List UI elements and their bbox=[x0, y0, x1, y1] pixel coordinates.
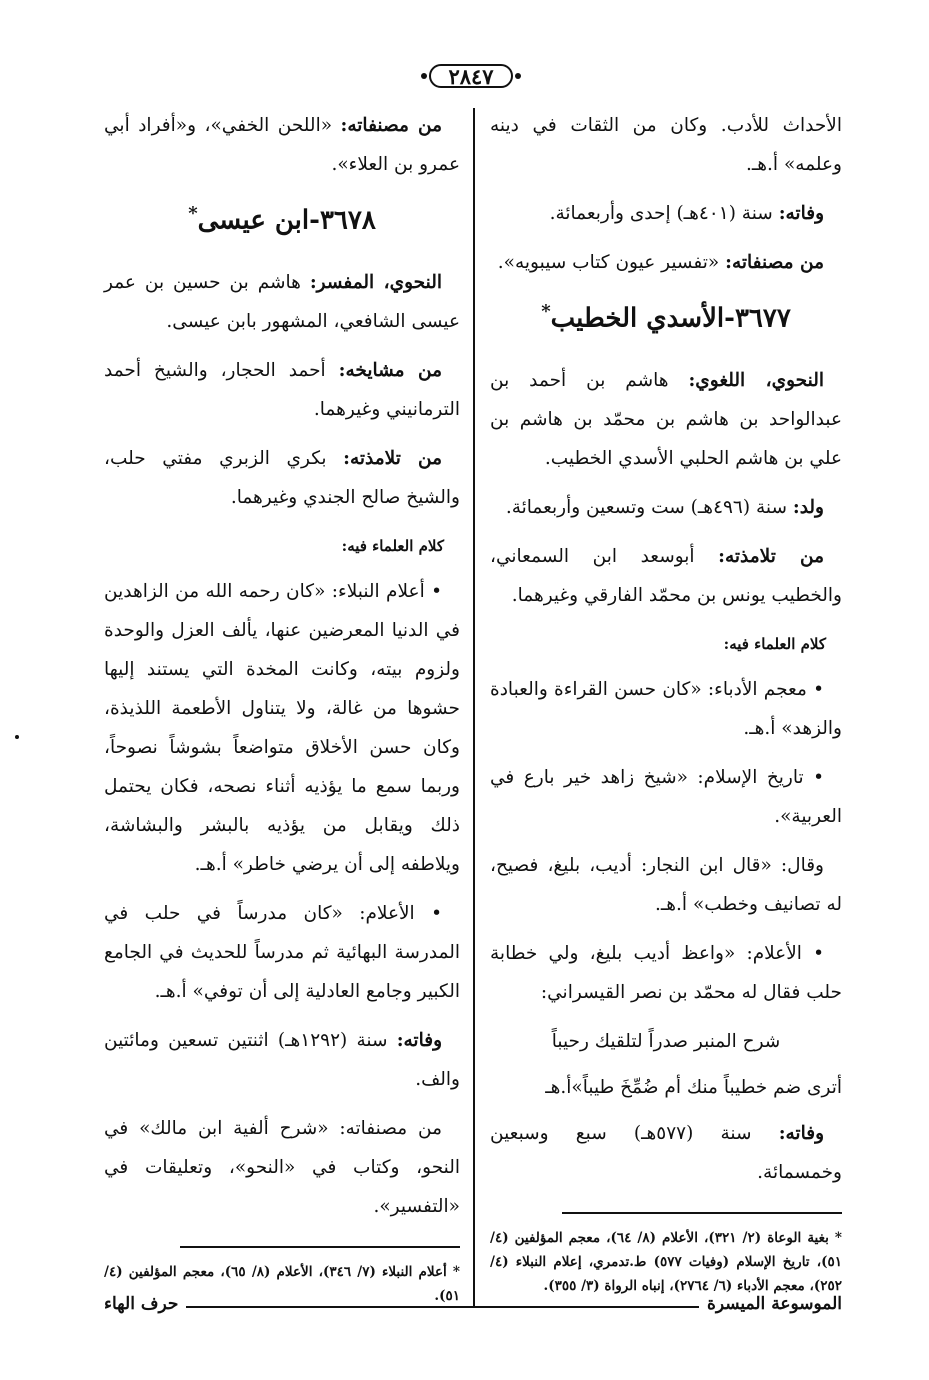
teachers-label: من مشايخه: bbox=[338, 359, 442, 381]
scholars-heading: كلام العلماء فيه: bbox=[341, 536, 444, 555]
born-text: سنة (٤٩٦هـ) ست وتسعين وأربعمائة. bbox=[505, 496, 787, 518]
identity-text: هاشم بن أحمد بن عبدالواحد بن هاشم بن محمّد بن هاشم بن علي بن هاشم الحلبي الأسدي الخطيب. bbox=[490, 369, 842, 469]
footnote: * أعلام النبلاء (٧/ ٣٤٦)، الأعلام (٨/ ٦٥)، معجم المؤلفين (٤/ ٥١). bbox=[104, 1263, 460, 1304]
teachers-paragraph bbox=[104, 351, 460, 429]
quote-paragraph: • معجم الأدباء: «كان حسن القراءة والعبادة والزهد» أ.هـ. bbox=[490, 678, 842, 739]
identity-paragraph bbox=[490, 361, 842, 478]
identity-label: النحوي، اللغوي: bbox=[688, 369, 824, 391]
death-label: وفاته: bbox=[778, 203, 824, 224]
works-paragraph bbox=[490, 243, 842, 282]
footer-book-title: الموسوعة الميسرة bbox=[706, 1294, 842, 1314]
footnote-divider bbox=[180, 1246, 460, 1248]
quote-paragraph: • أعلام النبلاء: «كان رحمه الله من الزاهدين في الدنيا المعرضين عنها، يألف العزل والوحدة ولزوم بيته، وكانت المخدة التي يستند إليها حشوها من غالة، ولا يتناول الأطعمة اللذيذة، وكان حسن الأخلاق متواضعاً بشوشاً نصوحاً، وربما سمع ما يؤذيه أثناء نصحه، فكان يحتمل ذلك ويقابل من يؤذيه بالبشر والبشاشة، ويلاطفه إلى أن يرضي خاطر» أ.هـ. bbox=[104, 580, 460, 875]
footer-rule bbox=[186, 1306, 699, 1308]
students-text: أبوسعد ابن السمعاني، والخطيب يونس بن محمّد الفارقي وغيرهما. bbox=[490, 545, 842, 606]
entry-title-star: * bbox=[188, 203, 198, 224]
students-label: من تلامذته: bbox=[718, 545, 824, 567]
page-number-text: ٢٨٤٧ bbox=[448, 63, 494, 89]
column-divider bbox=[473, 108, 475, 1308]
born-paragraph bbox=[490, 488, 842, 527]
left-column bbox=[104, 106, 460, 1318]
scholars-heading: كلام العلماء فيه: bbox=[723, 634, 826, 653]
margin-mark bbox=[15, 735, 19, 739]
identity-text: هاشم بن حسين بن عمر عيسى الشافعي، المشهور بابن عيسى. bbox=[104, 271, 460, 332]
entry-title-text: ٣٦٧٧-الأسدي الخطيب bbox=[550, 303, 791, 334]
works-text: «تفسير عيون كتاب سيبويه». bbox=[497, 252, 720, 273]
identity-label: النحوي، المفسر: bbox=[309, 271, 442, 293]
ornament-dot-left bbox=[421, 73, 427, 79]
page-number bbox=[419, 60, 523, 92]
quote-paragraph: • الأعلام: «كان مدرساً في حلب في المدرسة البهائية ثم مدرساً للحديث في الجامع الكبير وجامع العادلية إلى أن توفي» أ.هـ. bbox=[104, 902, 460, 1002]
death-label: وفاته: bbox=[778, 1122, 824, 1144]
death-text: سنة (٥٧٧هـ) سبع وسبعين وخمسمائة. bbox=[490, 1122, 842, 1183]
quote-paragraph: • الأعلام: «واعظ أديب بليغ، ولي خطابة حلب فقال له محمّد بن نصر القيسراني: bbox=[490, 942, 842, 1003]
death-text: سنة (٤٠١هـ) إحدى وأربعمائة. bbox=[549, 203, 773, 224]
page-footer bbox=[104, 1284, 842, 1314]
students-paragraph bbox=[490, 537, 842, 615]
footnote-divider bbox=[562, 1212, 842, 1214]
ornament-dot-right bbox=[515, 73, 521, 79]
death-label: وفاته: bbox=[396, 1029, 442, 1051]
death-text: سنة (١٢٩٢هـ) اثنتين تسعين ومائتين والف. bbox=[104, 1029, 460, 1090]
students-text: بكري الزبري مفتي حلب، والشيخ صالح الجندي وغيرهما. bbox=[104, 447, 460, 508]
students-label: من تلامذته: bbox=[343, 447, 442, 469]
quote-paragraph: • تاريخ الإسلام: «شيخ زاهد خير بارع في العربية». bbox=[490, 766, 842, 827]
works-label: من مصنفاته: bbox=[340, 115, 442, 136]
death-paragraph bbox=[104, 1021, 460, 1099]
footnote: * بغية الوعاة (٢/ ٣٢١)، الأعلام (٨/ ٦٤)، معجم المؤلفين (٤/ ٥١)، تاريخ الإسلام (وفيات ٥٧٧) ط.تدمري، إعلام النبلاء (٤/ ٢٥٢)، معجم الأدباء (٦/ ٢٧٦٤)، إنباه الرواة (٣/ ٣٥٥). bbox=[490, 1229, 843, 1294]
works-paragraph bbox=[104, 106, 460, 184]
identity-paragraph bbox=[104, 263, 460, 341]
quote-paragraph: وقال: «قال ابن النجار: أديب، بليغ، فصيح، له تصانيف وخطب» أ.هـ. bbox=[490, 854, 842, 915]
works-text: «اللحن الخفي»، و«أفراد أبي عمرو بن العلاء». bbox=[104, 115, 460, 175]
continuation-paragraph: الأحداث للأدب. وكان من الثقات في دينه وعلمه» أ.هـ. bbox=[490, 115, 842, 175]
entry-title-star: * bbox=[541, 301, 551, 322]
works-label: من مصنفاته: bbox=[725, 252, 824, 273]
entry-title-3677 bbox=[490, 292, 842, 339]
works-paragraph: من مصنفاته: «شرح ألفية ابن مالك» في النحو، وكتاب في «النحو»، وتعليقات في «التفسير». bbox=[104, 1117, 460, 1217]
death-paragraph bbox=[490, 194, 842, 233]
poem-verse: شرح المنبر صدراً لتلقيك رحيباً bbox=[551, 1030, 781, 1052]
students-paragraph bbox=[104, 439, 460, 517]
born-label: ولد: bbox=[792, 496, 824, 518]
teachers-text: أحمد الحجار، والشيخ أحمد الترمانيني وغيرهما. bbox=[104, 359, 460, 420]
right-column bbox=[490, 106, 842, 1308]
entry-title-3678 bbox=[104, 194, 460, 241]
poem-verse: أترى ضم خطيباً منك أم ضُمِّخَ طيباً»أ.هـ bbox=[545, 1076, 842, 1098]
footer-section-title: حرف الهاء bbox=[104, 1294, 179, 1314]
death-paragraph bbox=[490, 1114, 842, 1192]
entry-title-text: ٣٦٧٨-ابن عيسى bbox=[197, 205, 376, 236]
